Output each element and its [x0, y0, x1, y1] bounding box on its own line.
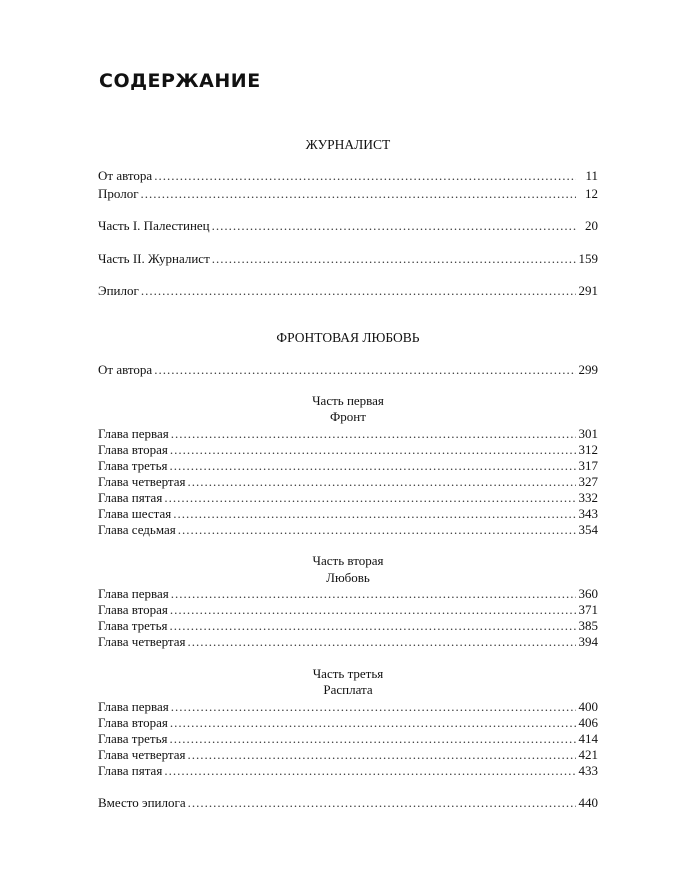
toc-entry[interactable]	[98, 168, 598, 184]
toc-entry-label: Глава четвертая	[98, 747, 186, 762]
section-part-label: Часть третья	[312, 666, 384, 681]
toc-entry-page: 354	[578, 522, 598, 537]
section-name: Фронт	[330, 409, 366, 424]
toc-entry-label: Глава третья	[98, 618, 168, 633]
toc-entry[interactable]	[98, 618, 598, 634]
toc-entry[interactable]	[98, 634, 598, 650]
toc-entry-page: 421	[578, 747, 598, 762]
leader-dots	[212, 218, 576, 234]
toc-entry-label: Глава вторая	[98, 442, 168, 457]
leader-dots	[141, 283, 576, 299]
toc-entry-page: 343	[578, 506, 598, 521]
toc-entry-page: 312	[578, 442, 598, 457]
toc-entry[interactable]	[98, 426, 598, 442]
toc-entry[interactable]	[98, 586, 598, 602]
toc-entry-page: 371	[578, 602, 598, 617]
toc-entry[interactable]	[98, 602, 598, 618]
toc-entry-page: 327	[578, 474, 598, 489]
toc-entry-label: Глава четвертая	[98, 474, 186, 489]
toc-entry-page: 299	[578, 362, 598, 377]
toc-entry-label: Часть I. Палестинец	[98, 218, 210, 233]
toc-entry[interactable]	[98, 731, 598, 747]
toc-entry-label: Глава четвертая	[98, 634, 186, 649]
toc-entry-page: 414	[578, 731, 598, 746]
toc-entry-page: 159	[578, 251, 598, 266]
toc-entry-label: Глава первая	[98, 426, 169, 441]
part-title-frontline-love: ФРОНТОВАЯ ЛЮБОВЬ	[276, 330, 420, 345]
toc-entry-label: Глава третья	[98, 731, 168, 746]
toc-entry-label: Эпилог	[98, 283, 139, 298]
leader-dots	[141, 186, 576, 202]
toc-entry[interactable]	[98, 715, 598, 731]
leader-dots	[188, 474, 576, 490]
toc-entry-label: Глава третья	[98, 458, 168, 473]
toc-entry-label: Глава первая	[98, 699, 169, 714]
toc-entry[interactable]	[98, 218, 598, 234]
section-name: Любовь	[326, 570, 370, 585]
toc-entry[interactable]	[98, 251, 598, 267]
toc-entry[interactable]	[98, 490, 598, 506]
toc-entry-label: Часть II. Журналист	[98, 251, 210, 266]
page-title: СОДЕРЖАНИЕ	[99, 70, 261, 92]
toc-entry[interactable]	[98, 747, 598, 763]
toc-entry-page: 440	[578, 795, 598, 810]
leader-dots	[188, 634, 576, 650]
toc-entry-label: Глава вторая	[98, 715, 168, 730]
leader-dots	[173, 506, 576, 522]
toc-entry[interactable]	[98, 522, 598, 538]
toc-entry-page: 385	[578, 618, 598, 633]
toc-entry-page: 332	[578, 490, 598, 505]
leader-dots	[169, 731, 576, 747]
toc-entry-label: Глава шестая	[98, 506, 172, 521]
leader-dots	[154, 168, 576, 184]
toc-entry[interactable]	[98, 763, 598, 779]
leader-dots	[170, 442, 576, 458]
toc-entry-page: 20	[585, 218, 598, 233]
toc-entry-page: 406	[578, 715, 598, 730]
toc-entry-page: 317	[578, 458, 598, 473]
part-title-journalist: ЖУРНАЛИСТ	[305, 137, 391, 152]
toc-entry-page: 291	[578, 283, 598, 298]
toc-entry-page: 400	[578, 699, 598, 714]
toc-entry[interactable]	[98, 474, 598, 490]
toc-entry-label: Глава седьмая	[98, 522, 176, 537]
section-part-label: Часть вторая	[312, 553, 384, 568]
toc-entry[interactable]	[98, 283, 598, 299]
toc-entry-label: Вместо эпилога	[98, 795, 186, 810]
toc-entry[interactable]	[98, 795, 598, 811]
leader-dots	[171, 586, 576, 602]
leader-dots	[169, 458, 576, 474]
toc-entry-label: Глава пятая	[98, 490, 163, 505]
leader-dots	[212, 251, 576, 267]
toc-entry-label: Пролог	[98, 186, 139, 201]
leader-dots	[170, 715, 576, 731]
toc-entry[interactable]	[98, 506, 598, 522]
section-name: Расплата	[323, 682, 373, 697]
section-part-label: Часть первая	[312, 393, 384, 408]
toc-entry[interactable]	[98, 442, 598, 458]
leader-dots	[188, 795, 576, 811]
leader-dots	[178, 522, 576, 538]
leader-dots	[154, 362, 576, 378]
leader-dots	[164, 490, 576, 506]
toc-entry-page: 394	[578, 634, 598, 649]
leader-dots	[170, 602, 576, 618]
leader-dots	[171, 426, 576, 442]
leader-dots	[188, 747, 576, 763]
toc-entry-label: Глава пятая	[98, 763, 163, 778]
toc-entry-page: 301	[578, 426, 598, 441]
leader-dots	[171, 699, 576, 715]
leader-dots	[164, 763, 576, 779]
toc-entry-label: От автора	[98, 168, 153, 183]
toc-entry-page: 11	[585, 168, 598, 183]
toc-entry[interactable]	[98, 699, 598, 715]
toc-entry-page: 360	[578, 586, 598, 601]
toc-entry[interactable]	[98, 458, 598, 474]
toc-entry-page: 433	[578, 763, 598, 778]
toc-entry[interactable]	[98, 362, 598, 378]
toc-entry-label: Глава первая	[98, 586, 169, 601]
toc-entry[interactable]	[98, 186, 598, 202]
toc-entry-label: Глава вторая	[98, 602, 168, 617]
leader-dots	[169, 618, 576, 634]
toc-entry-page: 12	[585, 186, 598, 201]
toc-entry-label: От автора	[98, 362, 153, 377]
